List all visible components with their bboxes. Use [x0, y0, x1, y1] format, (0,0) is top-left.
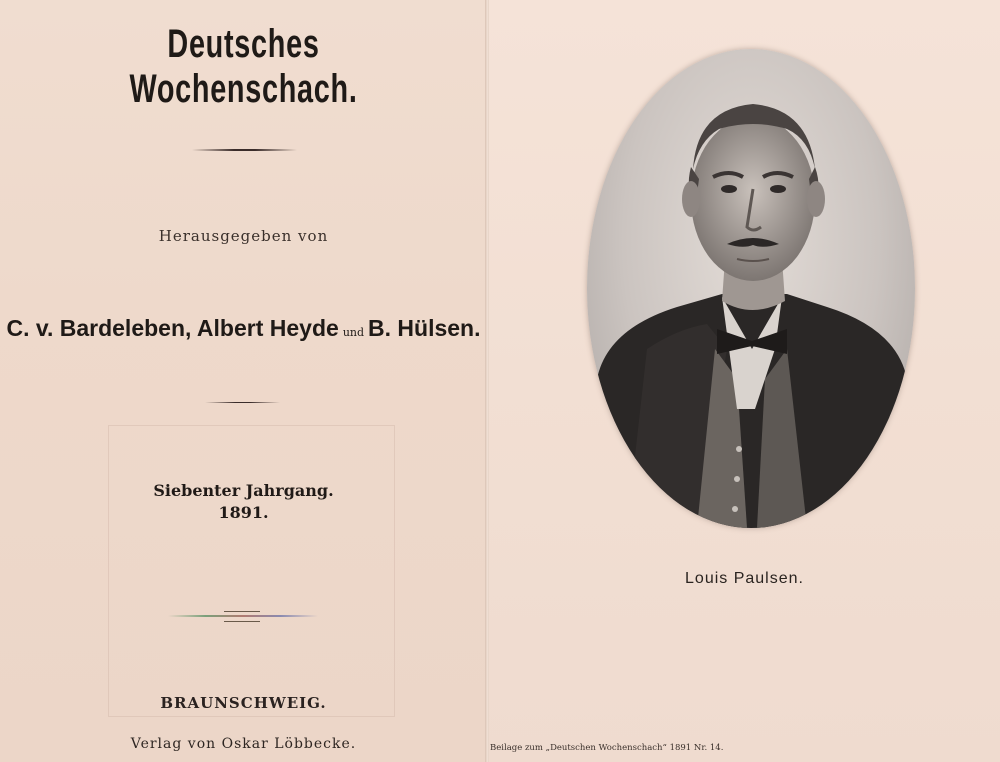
- title-rule: [192, 149, 297, 151]
- authors-rule: [205, 402, 280, 403]
- authors-conjunction: und: [342, 326, 365, 339]
- volume-year: 1891.: [218, 503, 269, 522]
- portrait-caption: Louis Paulsen.: [685, 570, 804, 587]
- supplement-note: Beilage zum „Deutschen Wochenschach“ 1891 Nr. 14.: [490, 743, 724, 753]
- editor-intro: Herausgegeben von: [158, 227, 329, 245]
- authors-names: C. v. Bardeleben, Albert Heyde: [6, 315, 339, 341]
- publication-city: BRAUNSCHWEIG.: [160, 694, 327, 712]
- volume-block: [0, 480, 487, 524]
- journal-title: Deutsches Wochenschach.: [129, 22, 358, 111]
- authors-last: B. Hülsen.: [368, 315, 481, 341]
- bleed-through-frame: [108, 425, 395, 717]
- volume-label: Siebenter Jahrgang.: [153, 481, 334, 500]
- portrait-oval: [587, 49, 915, 528]
- ornament-center: [224, 611, 260, 622]
- portrait-engraving-icon: [587, 49, 915, 528]
- authors-line: [0, 315, 487, 342]
- publisher-line: Verlag von Oskar Löbbecke.: [130, 736, 357, 752]
